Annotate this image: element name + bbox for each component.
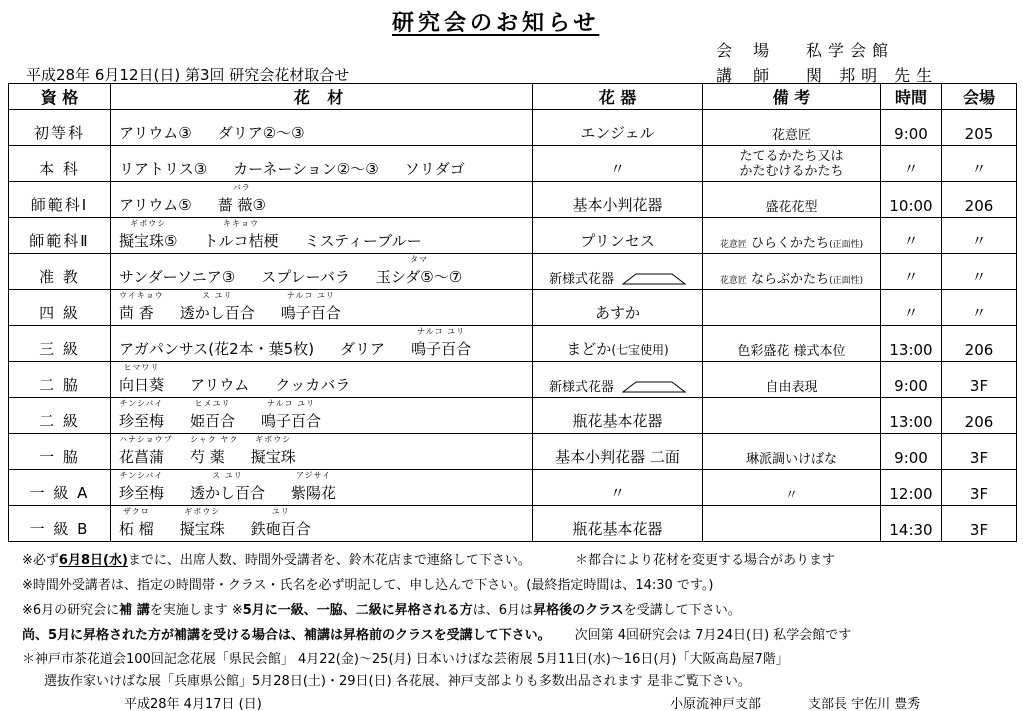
header-grade: 資 格 [9, 84, 111, 110]
material-item: ソリダゴ [404, 160, 465, 178]
material-item: アリウム⑤ [119, 196, 192, 214]
material-item: リアトリス③ [119, 160, 208, 178]
cell-time: 10:00 [881, 182, 942, 218]
material-item: ミスティーブルー [304, 232, 422, 250]
cell-room: 206 [942, 398, 1017, 434]
material-reading: シャク ヤク [190, 435, 239, 444]
cell-note: 盛花花型 [703, 182, 881, 218]
material-item: 花菖蒲 ハナショウブ [119, 435, 173, 466]
cell-time: 13:00 [881, 398, 942, 434]
cell-grade: 一 級 B [9, 506, 111, 542]
cell-room: 206 [942, 326, 1017, 362]
cell-note: 琳派調いけばな [703, 434, 881, 470]
cell-vessel: 〃 [533, 470, 703, 506]
material-item: 向日葵 ヒマワリ [119, 363, 165, 394]
cell-grade: 師範科Ⅰ [9, 182, 111, 218]
table-row [9, 506, 1017, 542]
cell-materials [111, 470, 533, 506]
material-item: アガパンサス(花2本・葉5枚) [119, 340, 315, 358]
material-item: 鳴子百合 ナルコ ユリ [280, 291, 341, 322]
venue-label: 会 場 [716, 41, 778, 60]
footer-line-2: ※時間外受講者は、指定の時間帯・クラス・氏名を必ず明記して、申し込んで下さい。(最終指定時間は、14:30 です。) [22, 578, 714, 593]
material-item: 鳴子百合 ナルコ ユリ [261, 399, 322, 430]
material-item: ダリア②～③ [217, 124, 305, 142]
material-item: 芍 薬 シャク ヤク [190, 435, 239, 466]
cell-note [703, 398, 881, 434]
cell-time: 13:00 [881, 326, 942, 362]
material-item: スプレーバラ [261, 268, 350, 286]
material-reading: ギボウシ [255, 435, 292, 444]
material-reading: ス ユリ [202, 291, 233, 300]
table-row [9, 362, 1017, 398]
cell-note [703, 290, 881, 326]
cell-vessel: 瓶花基本花器 [533, 398, 703, 434]
venue-value: 私学会館 [806, 41, 895, 60]
material-item: 柘 榴 ザクロ [119, 507, 154, 538]
cell-vessel: 瓶花基本花器 [533, 506, 703, 542]
header-room: 会場 [942, 84, 1017, 110]
material-reading: キキョウ [222, 219, 259, 228]
cell-materials [111, 398, 533, 434]
material-item: サンダーソニア③ [119, 268, 236, 286]
material-reading: ユリ [271, 507, 290, 516]
schedule-table [8, 83, 1017, 542]
table-row [9, 146, 1017, 182]
cell-materials [111, 326, 533, 362]
material-item: 鉄砲百合 ユリ [250, 507, 311, 538]
table-row [9, 290, 1017, 326]
cell-time: 〃 [881, 254, 942, 290]
material-item: アリウム [190, 376, 250, 394]
cell-time: 〃 [881, 218, 942, 254]
header-vessel: 花 器 [533, 84, 703, 110]
cell-vessel: 基本小判花器 [533, 182, 703, 218]
cell-room: 〃 [942, 254, 1017, 290]
footer-line-1: ※必ず6月8日(水)までに、出席人数、時間外受講者を、鈴木花店まで連絡して下さい。 ＊都合により花材を変更する場合があります [22, 553, 836, 568]
cell-time: 14:30 [881, 506, 942, 542]
header-materials: 花 材 [111, 84, 533, 110]
material-item: 珍至梅 チンシバイ [119, 471, 165, 502]
table-row [9, 182, 1017, 218]
material-item: 擬宝珠 ギボウシ [179, 507, 225, 538]
cell-room: 206 [942, 182, 1017, 218]
table-row [9, 326, 1017, 362]
material-item: 擬宝珠⑤ ギボウシ [119, 219, 178, 250]
table-row [9, 434, 1017, 470]
cell-materials [111, 182, 533, 218]
material-reading: ナルコ ユリ [416, 327, 466, 336]
cell-time: 9:00 [881, 362, 942, 398]
material-reading: ウイキョウ [119, 291, 164, 300]
organization: 小原流神戸支部 [670, 697, 762, 711]
cell-vessel: 基本小判花器 二面 [533, 434, 703, 470]
material-item: 茴 香 ウイキョウ [119, 291, 164, 322]
material-item: カーネーション②～③ [233, 160, 379, 178]
cell-grade: 一 級 A [9, 470, 111, 506]
table-row [9, 254, 1017, 290]
cell-materials [111, 218, 533, 254]
material-item: 鳴子百合 ナルコ ユリ [411, 327, 472, 358]
cell-vessel: あすか [533, 290, 703, 326]
vessel-shape-icon [622, 381, 686, 393]
cell-grade: 師範科Ⅱ [9, 218, 111, 254]
cell-grade: 一 脇 [9, 434, 111, 470]
material-reading: チンシバイ [119, 399, 164, 408]
lecturer-value: 関 邦明 先生 [806, 66, 939, 85]
material-reading: チンシバイ [119, 471, 164, 480]
meeting-info: 平成28年 6月12日(日) 第3回 研究会花材取合せ [26, 66, 350, 84]
cell-materials [111, 362, 533, 398]
cell-note [703, 506, 881, 542]
cell-room: 3F [942, 470, 1017, 506]
cell-room: 3F [942, 506, 1017, 542]
cell-room: 205 [942, 110, 1017, 146]
cell-note: 花意匠 [703, 110, 881, 146]
cell-vessel: 新様式花器 [533, 254, 703, 290]
cell-materials [111, 254, 533, 290]
material-reading: バラ [232, 183, 251, 192]
material-reading: ヒマワリ [123, 363, 160, 372]
material-item: 透かし百合 ス ユリ [179, 291, 255, 322]
cell-note: 色彩盛花 様式本位 [703, 326, 881, 362]
cell-grade: 二 脇 [9, 362, 111, 398]
material-reading: タマ [410, 255, 428, 264]
cell-grade: 准 教 [9, 254, 111, 290]
material-item: ダリア [340, 340, 386, 358]
material-item: クッカバラ [275, 376, 351, 394]
material-reading: ヒメユリ [194, 399, 231, 408]
material-reading: ナルコ ユリ [266, 399, 316, 408]
vessel-shape-icon [622, 273, 686, 285]
cell-vessel: プリンセス [533, 218, 703, 254]
cell-grade: 三 級 [9, 326, 111, 362]
material-item: 玉シダ⑤～⑦ タマ [375, 255, 463, 286]
cell-grade: 初等科 [9, 110, 111, 146]
cell-materials [111, 434, 533, 470]
material-reading: ザクロ [123, 507, 150, 516]
cell-room: 〃 [942, 146, 1017, 182]
cell-materials [111, 110, 533, 146]
cell-room: 3F [942, 362, 1017, 398]
table-row [9, 470, 1017, 506]
cell-time: 9:00 [881, 110, 942, 146]
issue-date: 平成28年 4月17日 (日) [124, 697, 262, 711]
table-header-row [9, 84, 1017, 110]
material-item: 擬宝珠 ギボウシ [250, 435, 296, 466]
material-item: 紫陽花 アジサイ [291, 471, 337, 502]
cell-materials [111, 146, 533, 182]
material-item: 透かし百合 ス ユリ [190, 471, 266, 502]
cell-time: 〃 [881, 290, 942, 326]
page-title: 研究会のお知らせ [392, 11, 600, 36]
cell-vessel: 〃 [533, 146, 703, 182]
cell-room: 3F [942, 434, 1017, 470]
cell-materials [111, 506, 533, 542]
cell-grade: 四 級 [9, 290, 111, 326]
cell-time: 〃 [881, 146, 942, 182]
material-reading: アジサイ [295, 471, 332, 480]
cell-materials [111, 290, 533, 326]
cell-room: 〃 [942, 290, 1017, 326]
cell-note: 花意匠 ならぶかたち(正面性) [703, 254, 881, 290]
material-item: 珍至梅 チンシバイ [119, 399, 165, 430]
cell-note: 花意匠 ひらくかたち(正面性) [703, 218, 881, 254]
material-reading: ハナショウブ [119, 435, 173, 444]
cell-vessel: まどか(七宝使用) [533, 326, 703, 362]
cell-note: 〃 [703, 470, 881, 506]
table-row [9, 110, 1017, 146]
material-item: トルコ桔梗 キキョウ [203, 219, 279, 250]
footer-line-6: 選抜作家いけばな展「兵庫県公館」5月28日(土)・29日(日) 各花展、神戸支部よりも多数出品されます 是非ご覧下さい。 [44, 674, 751, 689]
material-reading: ナルコ ユリ [286, 291, 335, 300]
header-time: 時間 [881, 84, 942, 110]
cell-vessel: 新様式花器 [533, 362, 703, 398]
footer-line-4: 尚、5月に昇格された方が補講を受ける場合は、補講は昇格前のクラスを受講して下さい。 次回第 4回研究会は 7月24日(日) 私学会館です [22, 628, 852, 643]
cell-time: 12:00 [881, 470, 942, 506]
cell-vessel: エンジェル [533, 110, 703, 146]
table-row [9, 398, 1017, 434]
header-note: 備 考 [703, 84, 881, 110]
material-item: 姫百合 ヒメユリ [190, 399, 236, 430]
cell-time: 9:00 [881, 434, 942, 470]
lecturer-label: 講 師 [716, 66, 778, 85]
cell-room: 〃 [942, 218, 1017, 254]
cell-note: たてるかたち又は かたむけるかたち [703, 146, 881, 182]
material-item: 薔 薇③ バラ [217, 183, 266, 214]
cell-grade: 本 科 [9, 146, 111, 182]
footer-line-3: ※6月の研究会に補 講を実施します ※5月に一級、一脇、二級に昇格される方は、6月は昇格後のクラスを受講して下さい。 [22, 603, 741, 618]
material-reading: ス ユリ [212, 471, 243, 480]
material-reading: ギボウシ [184, 507, 221, 516]
cell-note: 自由表現 [703, 362, 881, 398]
material-item: アリウム③ [119, 124, 192, 142]
table-row [9, 218, 1017, 254]
material-reading: ギボウシ [130, 219, 167, 228]
cell-grade: 二 級 [9, 398, 111, 434]
branch-chief: 支部長 宇佐川 豊秀 [808, 697, 921, 711]
footer-line-5: ＊神戸市茶花道会100回記念花展「県民会館」 4月22(金)～25(月) 日本いけばな芸術展 5月11日(水)～16日(月)「大阪高島屋7階」 [22, 652, 789, 667]
